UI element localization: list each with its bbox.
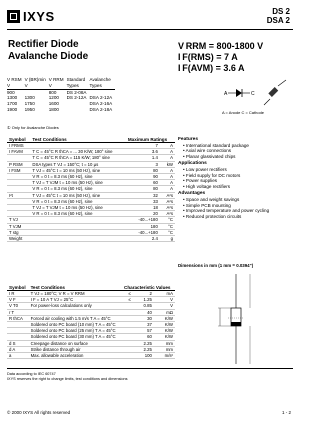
cell: 0.85 xyxy=(133,303,154,309)
features-title: Features xyxy=(178,137,198,142)
cell: DS 2-12A xyxy=(66,95,87,101)
cell: A xyxy=(160,180,175,186)
cell: mA xyxy=(154,291,175,297)
cell: d S xyxy=(7,340,29,346)
footer-line1: Data according to IEC 60747 xyxy=(7,372,56,376)
part-number xyxy=(267,7,290,25)
cell: 57 xyxy=(133,328,154,334)
ixys-logo-icon xyxy=(7,10,20,23)
cell: 7 xyxy=(126,143,160,149)
cell: T VJ = T VJM t = 10 ms (50 Hz), sine xyxy=(30,180,126,186)
cell: 800 xyxy=(48,89,57,95)
list-item: • Space and weight savings xyxy=(183,197,269,203)
cell: K/W xyxy=(154,315,175,321)
cell: d A xyxy=(7,346,29,352)
cell: T C = 45°C R thCA = 115 K/W; 180° sine xyxy=(30,155,126,161)
cell: I R xyxy=(7,291,29,297)
cell: 60 xyxy=(126,180,160,186)
col-symbol: Symbol xyxy=(7,137,30,143)
avalanche-note: ① Only for Avalanche Diodes xyxy=(7,125,59,130)
cell: 3 xyxy=(126,161,160,167)
cell: T VJ = 45°C t = 10 ms (50 Hz), sine xyxy=(30,167,126,173)
cell: 1600 xyxy=(48,101,59,107)
table-row xyxy=(7,334,175,340)
cell: Soldered onto PC board (25 mm) T A = 45°C xyxy=(29,328,122,334)
col-standard: Standard xyxy=(66,77,86,82)
footer-rule xyxy=(7,368,293,369)
unit-cell: Types xyxy=(66,82,79,88)
list-item: • Reduced protection circuits xyxy=(183,214,269,220)
cell: I FRMS xyxy=(7,143,30,149)
cell: V F xyxy=(7,297,29,303)
features-panel xyxy=(178,137,269,221)
part-number-line2: DSA 2 xyxy=(266,16,290,25)
spec-ifavm: I F(AVM) = 3.6 A xyxy=(178,63,245,73)
cell: 80 xyxy=(126,167,160,173)
cell: A xyxy=(160,155,175,161)
cell: I FSM xyxy=(7,167,30,173)
list-item: • Simple PCB mounting xyxy=(183,203,269,209)
cell: -40...+180 xyxy=(126,229,160,235)
col-char-values: Characteristic Values xyxy=(122,285,175,291)
cell: g xyxy=(160,236,175,242)
cell: 1700 xyxy=(7,101,18,107)
unit-cell: V xyxy=(48,82,52,88)
cell: 2.25 xyxy=(133,340,154,346)
col-max-ratings: Maximum Ratings xyxy=(126,137,175,143)
cell: A xyxy=(160,143,175,149)
cell: 1750 xyxy=(24,101,35,107)
table-row xyxy=(7,328,175,334)
cell: -40...+180 xyxy=(126,217,160,223)
type-table xyxy=(7,77,115,113)
cell: ≤ xyxy=(122,297,133,303)
cell: mm xyxy=(154,346,175,352)
cell: °C xyxy=(160,229,175,235)
table-row xyxy=(7,236,175,242)
cell: A²s xyxy=(160,211,175,217)
cell: 18 xyxy=(126,205,160,211)
logo-text: IXYS xyxy=(23,8,55,24)
list-item: • Improved temperature and power cycling xyxy=(183,208,269,214)
cell: 900 xyxy=(7,89,15,95)
unit-cell: V xyxy=(24,82,28,88)
cell: A xyxy=(160,149,175,155)
cell: I FAVM xyxy=(7,149,30,155)
cell: r T xyxy=(7,309,29,315)
ixys-logo xyxy=(7,9,55,23)
table-row xyxy=(7,303,175,309)
cell: DSA 2-16A xyxy=(89,101,113,107)
svg-text:A: A xyxy=(224,91,228,97)
list-item: • Field supply for DC motors xyxy=(183,173,269,179)
col-vrrm: V RRM xyxy=(48,77,64,82)
cell: °C xyxy=(160,223,175,229)
diode-symbol-icon xyxy=(222,78,292,108)
col-symbol: Symbol xyxy=(7,285,29,291)
key-specs xyxy=(178,41,263,74)
cell: P RSM xyxy=(7,161,30,167)
cell: 1800 xyxy=(48,106,59,112)
cell: K/W xyxy=(154,328,175,334)
list-item: • Power supplies xyxy=(183,178,269,184)
col-avalanche: Avalanche xyxy=(89,77,111,82)
cell: For power-loss calculations only xyxy=(29,303,122,309)
cell: mm xyxy=(154,340,175,346)
cell: V R = 0 t = 8.3 ms (60 Hz), sine xyxy=(30,198,126,204)
cell: T VJ xyxy=(7,217,30,223)
cell: I²t xyxy=(7,192,30,198)
cell: Weight xyxy=(7,236,30,242)
cell: 1.4 xyxy=(126,155,160,161)
cell: V xyxy=(154,303,175,309)
cell: T VJ = 180°C; V R = V RRM xyxy=(29,291,122,297)
cell xyxy=(122,353,133,359)
unit-cell: Types xyxy=(89,82,102,88)
cell: Max. allowable acceleration xyxy=(29,353,122,359)
advantages-title: Advantages xyxy=(178,191,206,197)
cell: 1300 xyxy=(7,95,18,101)
cell: kW xyxy=(160,161,175,167)
cell: DSA 2-18A xyxy=(89,106,113,112)
cell: 2 xyxy=(133,291,154,297)
page-number: 1 - 2 xyxy=(281,410,291,415)
cell: 60 xyxy=(133,334,154,340)
cell: 20 xyxy=(126,211,160,217)
spec-vrrm: V RRM = 800-1800 V xyxy=(178,41,264,51)
cell: 180 xyxy=(126,223,160,229)
part-number-line1: DS 2 xyxy=(272,7,290,16)
col-test-conditions: Test Conditions xyxy=(30,137,126,143)
cell: ≤ xyxy=(122,291,133,297)
cell: A²s xyxy=(160,205,175,211)
cell: DS 2-08A xyxy=(66,89,87,95)
cell: Creepage distance on surface xyxy=(29,340,122,346)
cell: A²s xyxy=(160,192,175,198)
list-item: • High voltage rectifiers xyxy=(183,184,269,190)
cell: 90 xyxy=(126,174,160,180)
cell: 1900 xyxy=(7,106,18,112)
cell: A xyxy=(160,167,175,173)
table-row xyxy=(7,353,175,359)
document-title xyxy=(8,39,88,63)
cell: 1.25 xyxy=(133,297,154,303)
cell: mΩ xyxy=(154,309,175,315)
svg-text:C: C xyxy=(251,91,255,97)
footer-notes xyxy=(7,372,128,381)
spec-ifrms: I F(RMS) = 7 A xyxy=(178,52,238,62)
cell: DSA types T VJ = 150°C; t = 10 µs xyxy=(30,161,126,167)
cell: T VJ = T VJM t = 10 ms (50 Hz), sine xyxy=(30,205,126,211)
applications-list xyxy=(178,167,269,189)
list-item: • Planar glassivated chips xyxy=(183,154,269,160)
header-rule xyxy=(7,29,293,30)
cell: 33 xyxy=(126,198,160,204)
max-ratings-table xyxy=(7,137,175,242)
unit-cell: V xyxy=(7,82,11,88)
cell: A xyxy=(160,174,175,180)
cell: 3.6 xyxy=(126,149,160,155)
applications-title: Applications xyxy=(178,161,207,167)
features-list xyxy=(178,143,269,160)
col-vbr: V (BR)min xyxy=(24,77,46,82)
list-item: • Low power rectifiers xyxy=(183,167,269,173)
symbol-caption: A = Anode C = Cathode xyxy=(222,110,265,115)
cell: V R = 0 t = 8.3 ms (60 Hz), sine xyxy=(30,174,126,180)
cell: DSA 2-12A xyxy=(89,95,113,101)
cell: V T0 xyxy=(7,303,29,309)
cell: Soldered onto PC board (30 mm) T A = 45°C xyxy=(29,334,122,340)
cell: 2.4 xyxy=(126,236,160,242)
title-line2: Avalanche Diode xyxy=(8,51,89,62)
cell: I F = 10 A T VJ = 25°C xyxy=(29,297,122,303)
list-item: • Axial wire connections xyxy=(183,148,269,154)
cell: 32 xyxy=(126,192,160,198)
cell: 1300 xyxy=(24,95,35,101)
cell: Soldered onto PC board (10 mm) T A = 45°C xyxy=(29,322,122,328)
cell xyxy=(67,107,90,113)
table-row xyxy=(7,107,115,113)
cell: T C = 45°C R thCA = ... 30 K/W; 180° sine xyxy=(30,149,126,155)
cell: 40 xyxy=(133,309,154,315)
cell: T stg xyxy=(7,229,30,235)
cell: V R = 0 t = 8.3 ms (60 Hz), sine xyxy=(30,211,126,217)
cell: T VJ = 45°C t = 10 ms (50 Hz), sine xyxy=(30,192,126,198)
cell: 1200 xyxy=(48,95,59,101)
col-vrsm: V RSM xyxy=(7,77,22,82)
cell: 1950 xyxy=(24,106,35,112)
cell: m/s² xyxy=(154,353,175,359)
cell: R thCA xyxy=(7,315,29,321)
cell: °C xyxy=(160,217,175,223)
cell: V R = 0 t = 8.3 ms (60 Hz), sine xyxy=(30,186,126,192)
cell: 100 xyxy=(133,353,154,359)
cell: a xyxy=(7,353,29,359)
cell: Strike distance through air xyxy=(29,346,122,352)
copyright: © 2000 IXYS All rights reserved xyxy=(7,410,71,415)
cell: T VJM xyxy=(7,223,30,229)
list-item: • International standard package xyxy=(183,143,269,149)
title-line1: Rectifier Diode xyxy=(8,39,79,50)
cell xyxy=(30,236,126,242)
cell: Forced air cooling with 1.5 m/s T A = 45°C xyxy=(29,315,122,321)
col-test-conditions: Test Conditions xyxy=(29,285,122,291)
table-row xyxy=(7,322,175,328)
cell: K/W xyxy=(154,322,175,328)
cell: 30 xyxy=(133,315,154,321)
cell: K/W xyxy=(154,334,175,340)
advantages-list xyxy=(178,197,269,219)
cell: V xyxy=(154,297,175,303)
dimensions-caption: Dimensions in mm (1 mm = 0.0394") xyxy=(178,263,254,268)
cell: A²s xyxy=(160,198,175,204)
cell: 80 xyxy=(126,186,160,192)
package-outline-drawing xyxy=(206,272,266,367)
cell: A xyxy=(160,186,175,192)
table-row xyxy=(7,315,175,321)
footer-line2: IXYS reserves the right to change limits, test conditions and dimensions xyxy=(7,376,128,381)
cell: 2.25 xyxy=(133,346,154,352)
cell: 37 xyxy=(133,322,154,328)
characteristic-values-table xyxy=(7,285,175,359)
